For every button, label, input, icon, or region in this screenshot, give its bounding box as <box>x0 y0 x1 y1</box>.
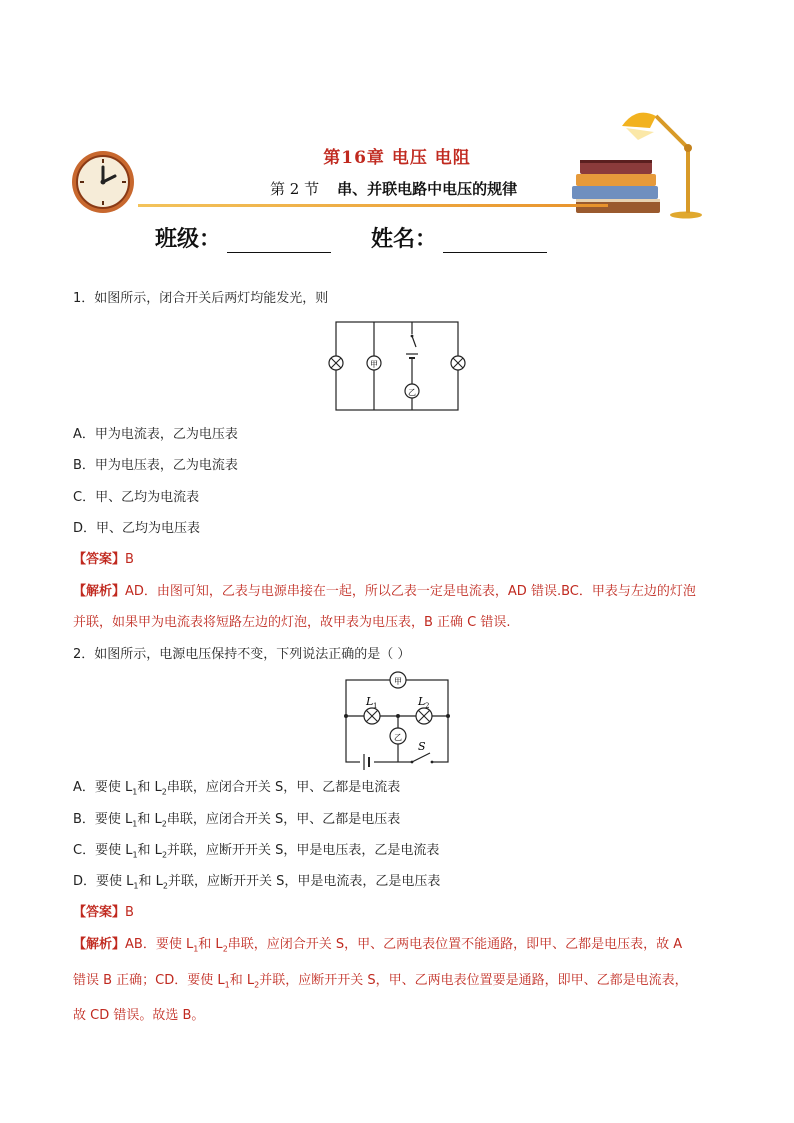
q2-option-d: D．要使 $L_1$和 $L_2$并联，应断开开关 S，甲是电流表，乙是电压表 <box>73 874 441 891</box>
q2-lamp2-label: L <box>418 695 426 708</box>
chapter-title: 第16章 电压 电阻 <box>323 148 471 168</box>
q1-option-c: C．甲、乙均为电流表 <box>73 490 200 505</box>
class-label: 班级： <box>155 227 222 252</box>
q2-answer-value: B <box>125 905 134 920</box>
q2-circuit-diagram <box>340 670 456 770</box>
section-heading <box>270 178 517 199</box>
class-blank <box>227 230 331 253</box>
q1-option-a: A．甲为电流表，乙为电压表 <box>73 427 238 442</box>
student-info-row <box>155 222 547 253</box>
q1-option-d: D．甲、乙均为电压表 <box>73 521 201 536</box>
q2-switch-label: S <box>418 740 426 753</box>
header-divider <box>138 204 608 207</box>
q1-stem: 1．如图所示，闭合开关后两灯均能发光，则 <box>73 291 329 306</box>
q2-lamp1-sub: 1 <box>373 702 378 710</box>
q1-answer-value: B <box>125 552 134 567</box>
q2-expl-line3: 故 CD 错误。故选 B。 <box>73 1008 205 1024</box>
q1-expl-line1: AD．由图可知，乙表与电源串接在一起，所以乙表一定是电流表，AD 错误.BC．甲表与左边的灯泡 <box>125 584 696 599</box>
q1-expl-tag: 【解析】 <box>73 584 126 599</box>
name-blank <box>443 230 547 253</box>
section-number: 第 2 节 <box>270 180 320 198</box>
q1-explanation <box>73 576 723 638</box>
q2-explanation: 【解析】AB．要使 $L_1$和 $L_2$串联，应闭合开关 S，甲、乙两电表位置不能通路，即甲、乙都是电压表，故 A 错误 B 正确；CD．要使 $L_1$和 $L_2$并联，应断开开关 S，甲、乙两电表位置要是通路，即甲、乙都是电流表， 故 CD 错误。故选 B。 <box>73 929 723 1031</box>
q1-circuit-diagram <box>322 314 472 420</box>
q2-option-a: A．要使 $L_1$和 $L_2$串联，应闭合开关 S，甲、乙都是电流表 <box>73 780 401 797</box>
q2-stem: 2．如图所示，电源电压保持不变，下列说法正确的是（ ） <box>73 647 411 662</box>
section-title: 串、并联电路中电压的规律 <box>337 180 518 198</box>
q2-expl-tag: 【解析】 <box>73 937 126 952</box>
q2-answer <box>73 903 134 923</box>
q1-option-b: B．甲为电压表，乙为电流表 <box>73 458 238 473</box>
q1-answer-tag: 【答案】 <box>73 552 126 567</box>
q2-option-b: B．要使 $L_1$和 $L_2$串联，应闭合开关 S，甲、乙都是电压表 <box>73 812 401 829</box>
q2-lamp2-sub: 2 <box>425 702 430 710</box>
q2-answer-tag: 【答案】 <box>73 905 126 920</box>
q1-answer <box>73 550 134 570</box>
q1-meter-yi-label: 乙 <box>408 388 416 397</box>
name-label: 姓名： <box>371 227 438 252</box>
q1-expl-line2: 并联，如果甲为电流表将短路左边的灯泡，故甲表为电压表，B 正确 C 错误. <box>73 615 511 630</box>
q1-meter-jia-label: 甲 <box>370 360 378 369</box>
q2-option-c: C．要使 $L_1$和 $L_2$并联，应断开开关 S，甲是电压表，乙是电流表 <box>73 843 440 860</box>
q2-meter-yi-label: 乙 <box>394 733 402 742</box>
q2-meter-jia-label: 甲 <box>394 677 402 686</box>
q2-lamp1-label: L <box>366 695 374 708</box>
